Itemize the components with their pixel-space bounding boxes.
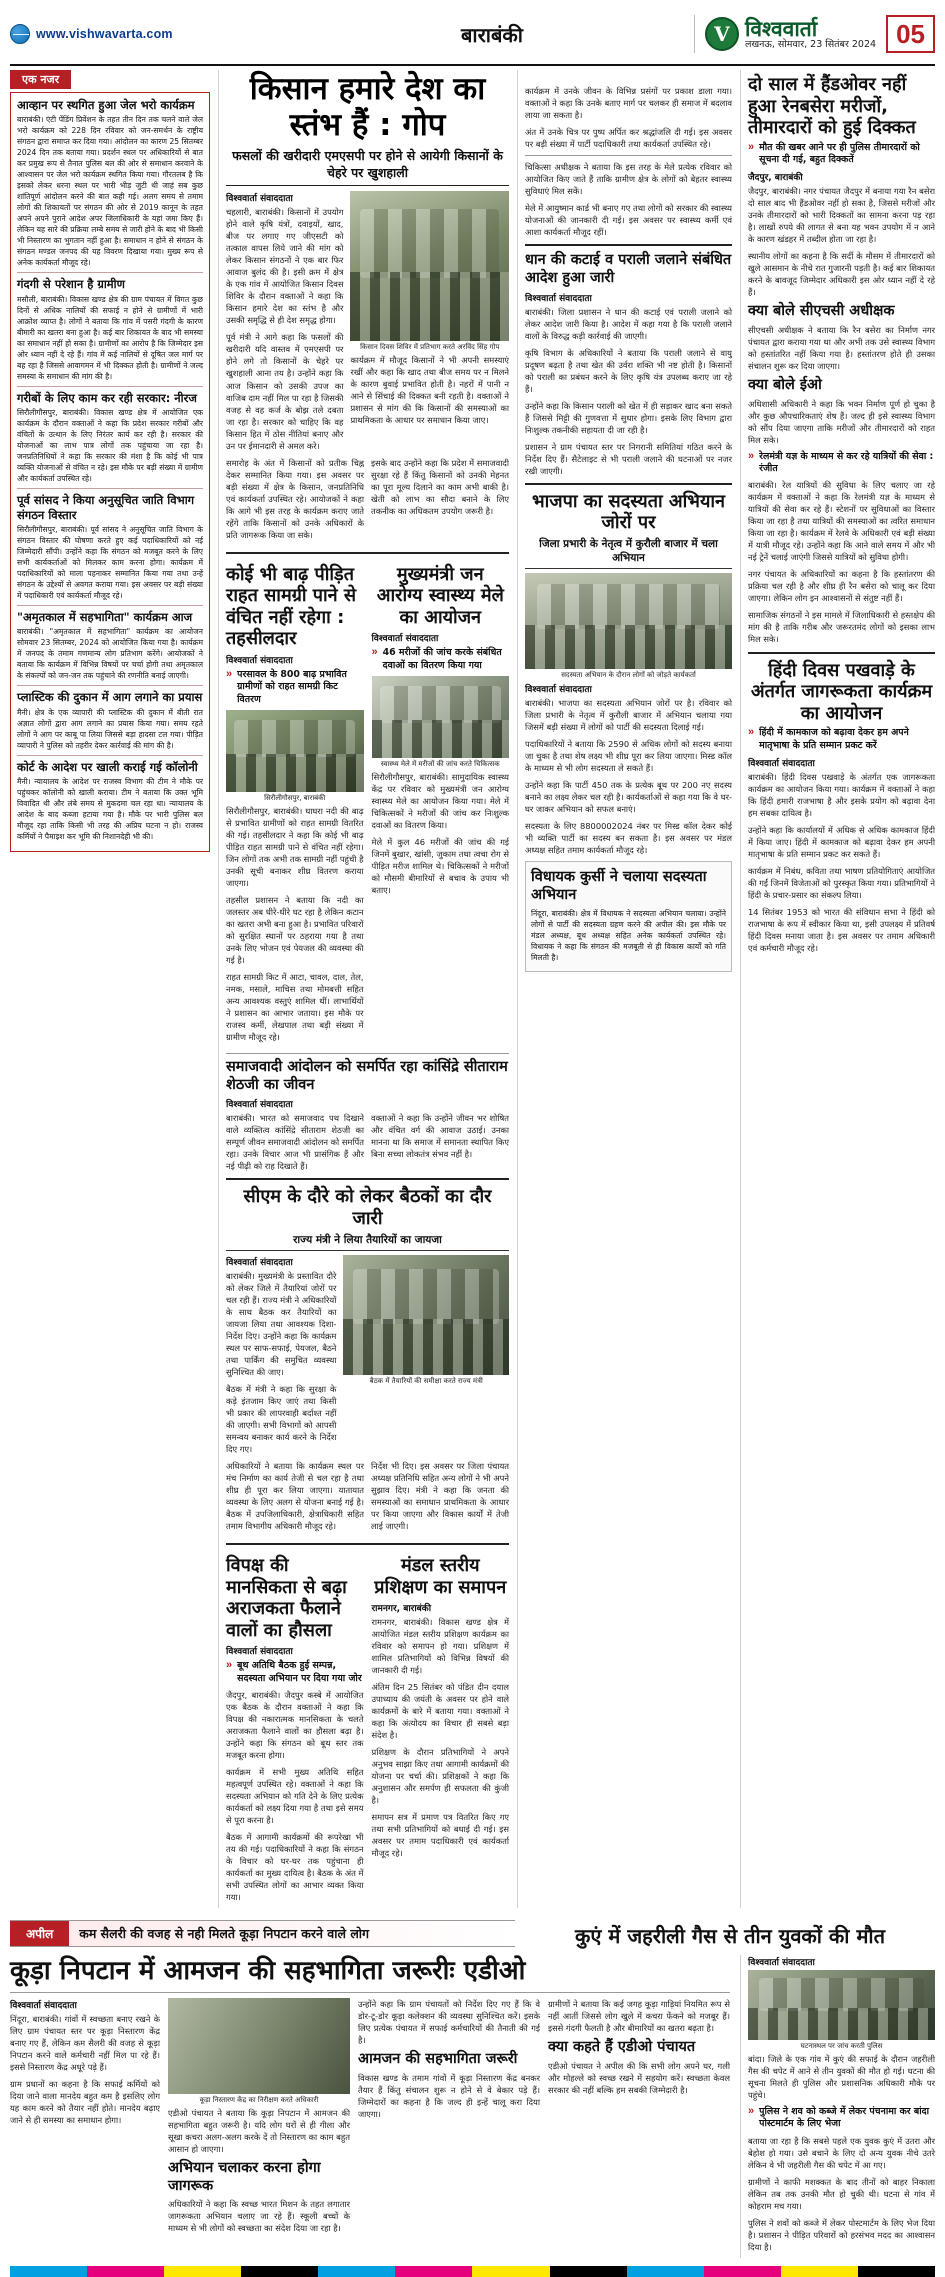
divider	[748, 652, 935, 654]
article-paragraph: बाराबंकी। भाजपा का सदस्यता अभियान जोरों पर है। रविवार को जिला प्रभारी के नेतृत्व में कुरौली बाजार में अभियान चलाया गया जिसमें बड़ी संख्या में लोगों को पार्टी की सदस्यता दिलाई गई।	[525, 697, 732, 732]
article-paragraph: पुलिस ने शवों को कब्जे में लेकर पोस्टमार्टम के लिए भेज दिया है। प्रशासन ने पीड़ित परिवारों को हरसंभव मदद का आश्वासन दिया है।	[748, 2217, 935, 2252]
color-swatch	[550, 2266, 627, 2277]
article-paragraph: कार्यक्रम में निबंध, कविता तथा भाषण प्रतियोगिताएं आयोजित की गईं जिनमें विजेताओं को पुरस्कृत किया गया। प्रतिभागियों ने हिंदी के प्रचार-प्रसार का संकल्प लिया।	[748, 865, 935, 900]
divider	[525, 483, 732, 485]
health-fair-photo	[372, 676, 510, 758]
article-paragraph: चिकित्सा अधीक्षक ने बताया कि इस तरह के मेले प्रत्येक रविवार को आयोजित किए जाते हैं ताकि ग्रामीण क्षेत्र के लोगों को बेहतर स्वास्थ्य सुविधाएं मिल सकें।	[525, 162, 732, 197]
article-paragraph: ग्रामीणों ने काफी मशक्कत के बाद तीनों को बाहर निकाला लेकिन तब तक उनकी मौत हो चुकी थी। घटना से गांव में कोहराम मच गया।	[748, 2176, 935, 2211]
article-paragraph: उन्होंने कहा कि ग्राम पंचायतों को निर्देश दिए गए हैं कि वे डोर-टू-डोर कूड़ा कलेक्शन की व्यवस्था सुनिश्चित करें। इसके लिए प्रत्येक पंचायत में सफाई कर्मचारियों की तैनाती की गई है।	[358, 1998, 540, 2046]
article-paragraph: बाराबंकी। जिला प्रशासन ने धान की कटाई एवं पराली जलाने को लेकर आदेश जारी किया है। आदेश में कहा गया है कि पराली जलाने वालों के विरुद्ध कड़ी कार्रवाई की जाएगी।	[525, 306, 732, 341]
logo-mark-icon: V	[705, 17, 739, 51]
flood-headline: कोई भी बाढ़ पीड़ित राहत सामग्री पाने से वंचित नहीं रहेगा : तहसीलदार	[226, 563, 357, 650]
column-lead	[218, 70, 509, 1908]
cm-tour-photo	[343, 1255, 509, 1375]
article-paragraph: निंदूरा, बाराबंकी। गांवों में स्वच्छता बनाए रखने के लिए ग्राम पंचायत स्तर पर कूड़ा निस्तारण केंद्र बनाए गए हैं, लेकिन कम सैलरी की वजह से कूड़ा निपटान करने वाले कर्मचारी नहीं मिल पा रहे हैं। इससे निस्तारण केंद्र अधूरे पड़े हैं।	[10, 2013, 160, 2073]
highlight-bullet	[748, 451, 935, 475]
byline: रामनगर, बाराबंकी	[371, 1604, 432, 1615]
color-swatch	[781, 2266, 858, 2277]
color-swatch	[164, 2266, 241, 2277]
article-paragraph: कार्यक्रम में सभी मुख्य अतिथि सहित महत्वपूर्ण उपस्थित रहे। वक्ताओं ने कहा कि सदस्यता अभियान को गति देने के लिए प्रत्येक कार्यकर्ता को लक्ष्य दिया गया है तथा इसे समय से पूरा करना है।	[226, 1766, 364, 1825]
color-swatch	[704, 2266, 781, 2277]
divider	[17, 685, 203, 686]
article-paragraph: प्रशासन ने ग्राम पंचायत स्तर पर निगरानी समितियां गठित करने के निर्देश दिए हैं। सैटेलाइट से भी पराली जलाने की घटनाओं पर नजर रखी जाएगी।	[525, 441, 732, 476]
divider	[226, 1178, 509, 1180]
byline: जैदपुर, बाराबंकी	[748, 173, 803, 184]
article-paragraph: बाराबंकी। मुख्यमंत्री के प्रस्तावित दौरे को लेकर जिले में तैयारियां जोरों पर चल रही हैं। राज्य मंत्री ने अधिकारियों के साथ बैठक कर तैयारियों का जायजा लिया तथा आवश्यक दिशा-निर्देश दिए। उन्होंने कहा कि कार्यक्रम स्थल पर साफ-सफाई, पेयजल, बैठने तथा पार्किंग की समुचित व्यवस्था सुनिश्चित की जाए।	[226, 1270, 337, 1377]
article-paragraph: मेले में आयुष्मान कार्ड भी बनाए गए तथा लोगों को सरकार की स्वास्थ्य योजनाओं की जानकारी दी गई। इस अवसर पर स्वास्थ्य कर्मी एवं आशा कार्यकर्ता मौजूद रहीं।	[525, 203, 732, 238]
divider	[17, 272, 203, 273]
bullet-text: रेलमंत्री यज्ञ के माध्यम से कर रहे यात्रियों की सेवा : रंजीत	[759, 450, 934, 475]
article-paragraph: विकास खण्ड के तमाम गांवों में कूड़ा निस्तारण केंद्र बनकर तैयार हैं किंतु संचालन शुरू न होने से वे बेकार पड़े हैं। जिम्मेदारों का कहना है कि जल्द ही इन्हें चालू करा दिया जाएगा।	[358, 2072, 540, 2119]
training-headline: मंडल स्तरीय प्रशिक्षण का समापन	[374, 1555, 507, 1598]
article-paragraph: इसके बाद उन्होंने कहा कि प्रदेश में समाजवादी सुरक्षा रहे हैं किंतु किसानों को उनकी मेहनत का पूरा मूल्य दिलाने का काम अभी बाकी है। खेती को लाभ का सौदा बनाने के लिए तकनीक का अधिकतम उपयोग जरूरी है।	[371, 457, 509, 516]
appeal-text: कम सैलरी की वजह से नही मिलते कूड़ा निपटान करने वाले लोग	[79, 1926, 370, 1942]
stubble-headline: धान की कटाई व पराली जलाने संबंधित आदेश हुआ जारी	[525, 252, 732, 286]
arrow-icon: »	[226, 668, 233, 681]
article-paragraph: सिरौलीगौसपुर, बाराबंकी। सामुदायिक स्वास्थ्य केंद्र पर रविवार को मुख्यमंत्री जन आरोग्य स्वास्थ्य मेले का आयोजन किया गया। मेले में चिकित्सकों ने मरीजों की जांच कर निःशुल्क दवाओं का वितरण किया।	[371, 771, 509, 830]
item-title: गरीबों के लिए काम कर रही सरकार: नीरज	[17, 390, 197, 405]
article-paragraph: कार्यक्रम में उनके जीवन के विभिन्न प्रसंगों पर प्रकाश डाला गया। वक्ताओं ने कहा कि उनके बताए मार्ग पर चलकर ही समाज में बदलाव लाया जा सकता है।	[525, 86, 732, 121]
bjp-sub-title: विधायक कुर्सी ने चलाया सदस्यता अभियान	[531, 869, 707, 903]
byline: विश्ववार्ता संवाददाता	[226, 656, 293, 667]
article-paragraph: तहसील प्रशासन ने बताया कि नदी का जलस्तर अब धीरे-धीरे घट रहा है लेकिन कटान का खतरा अभी बना हुआ है। प्रभावित परिवारों को सुरक्षित स्थानों पर ठहराया गया है तथा उनके लिए भोजन एवं पेयजल की व्यवस्था की गई है।	[226, 894, 364, 965]
article-paragraph: जैदपुर, बाराबंकी। नगर पंचायत जैदपुर में बनाया गया रैन बसेरा दो साल बाद भी हैंडओवर नहीं हो सका है, जिससे मरीजों और उनके तीमारदारों को भारी दिक्कतों का सामना करना पड़ रहा है। लाखों रुपये की लागत से बना यह भवन उपयोग में न आने के कारण खंडहर में तब्दील होता जा रहा है।	[748, 186, 935, 245]
bottom-main-article	[10, 1955, 730, 2258]
byline: विश्ववार्ता संवाददाता	[371, 634, 439, 645]
highlight-bullet	[226, 669, 364, 706]
article-paragraph: पदाधिकारियों ने बताया कि 2590 से अधिक लोगों को सदस्य बनाया जा चुका है तथा शेष लक्ष्य भी शीघ्र पूरा कर लिया जाएगा। मिस्ड कॉल के माध्यम से भी लोग सदस्यता ले सकते हैं।	[525, 738, 732, 774]
item-text: मैनी। क्षेत्र के एक व्यापारी की प्लास्टिक की दुकान में बीती रात अज्ञात लोगों द्वारा आग लगाने का प्रयास किया गया। समय रहते लोगों ने आग पर काबू पा लिया जिससे बड़ा हादसा टल गया। पीड़ित व्यापारी ने पुलिस को तहरीर देकर कार्रवाई की मांग की है।	[17, 707, 203, 750]
column-ek-nazar	[10, 70, 210, 1908]
edition-city: बाराबंकी	[461, 22, 523, 47]
list-item	[17, 493, 203, 601]
byline: विश्ववार्ता संवाददाता	[525, 684, 592, 695]
bullet-text: परसावल के 800 बाढ़ प्रभावित ग्रामीणों को राहत सामग्री किट वितरण	[237, 669, 347, 705]
hindi-pakhwara-headline: हिंदी दिवस पखवाड़े के अंतर्गत जागरूकता कार्यक्रम का आयोजन	[750, 659, 933, 724]
flood-photo	[226, 710, 364, 792]
article-paragraph: उन्होंने कहा कि किसान पराली को खेत में ही सड़ाकर खाद बना सकते हैं जिससे मिट्टी की गुणवत्ता में सुधार होगा। इसके लिए विभाग द्वारा निःशुल्क तकनीकी सहायता दी जा रही है।	[525, 400, 732, 435]
item-text: मसौली, बाराबंकी। विकास खण्ड क्षेत्र की ग्राम पंचायत में विगत कुछ दिनों से अधिक नालियों की सफाई न होने से ग्रामीणों में भारी आक्रोश व्याप्त है। लोगों ने बताया कि गांव में पसरी गंदगी के कारण बीमारी का खतरा बना हुआ है। कई बार शिकायत के बाद भी समस्या का समाधान नहीं हो सका है। ग्रामीणों का आरोप है कि जिम्मेदार इस ओर ध्यान नहीं दे रहे हैं। गांव में कई नालियों से दूषित जल मार्ग पर बह रहा है जिससे आवागमन में भी दिक्कत होती है। ग्रामीणों ने जल्द समस्या के समाधान की मांग की है।	[17, 294, 203, 381]
chc-superintendent-heading: क्या बोले सीएचसी अधीक्षक	[748, 303, 895, 320]
print-registration-colorbar	[10, 2266, 935, 2277]
list-item	[17, 760, 203, 842]
article-paragraph: सिरौलीगौसपुर, बाराबंकी। घाघरा नदी की बाढ़ से प्रभावित ग्रामीणों को राहत सामग्री वितरित की गई। तहसीलदार ने कहा कि कोई भी बाढ़ पीड़ित राहत सामग्री पाने से वंचित नहीं रहेगा। जिन लोगों तक अभी तक सामग्री नहीं पहुंची है उनकी सूची बनाकर शीघ्र वितरण कराया जाएगा।	[226, 805, 364, 888]
color-swatch	[10, 2266, 87, 2277]
article-paragraph: बाराबंकी। रेल यात्रियों की सुविधा के लिए चलाए जा रहे कार्यक्रम में वक्ताओं ने कहा कि रेलमंत्री यज्ञ के माध्यम से यात्रियों की सेवा कर रहे हैं। स्टेशनों पर सुविधाओं का विस्तार किया जा रहा है तथा यात्रियों की समस्याओं का त्वरित समाधान किया जा रहा है। कार्यक्रम में रेलवे के अधिकारी एवं बड़ी संख्या में यात्री मौजूद रहे। उन्होंने कहा कि आने वाले समय में और भी नई ट्रेनें चलाई जाएंगी जिससे यात्रियों को सुविधा होगी।	[748, 480, 935, 563]
sub-heading: क्या कहते हैं एडीओ पंचायत	[548, 2039, 696, 2056]
divider	[10, 1992, 730, 1993]
lead-photo	[350, 191, 509, 341]
article-paragraph: बैठक में मंत्री ने कहा कि सुरक्षा के कड़े इंतजाम किए जाएं तथा किसी भी प्रकार की लापरवाही बर्दाश्त नहीं की जाएगी। सभी विभागों को आपसी समन्वय बनाकर कार्य करने के निर्देश दिए गए।	[226, 1383, 337, 1454]
divider	[226, 1543, 509, 1545]
article-paragraph: सीएचसी अधीक्षक ने बताया कि रैन बसेरा का निर्माण नगर पंचायत द्वारा कराया गया था और अभी तक उसे स्वास्थ्य विभाग को हस्तांतरित नहीं किया गया है। हस्तांतरण होते ही उसका संचालन शुरू कर दिया जाएगा।	[748, 325, 935, 372]
article-paragraph: बाराबंकी। हिंदी दिवस पखवाड़े के अंतर्गत एक जागरूकता कार्यक्रम का आयोजन किया गया। कार्यक्रम में वक्ताओं ने कहा कि हिंदी हमारी राजभाषा है और इसके प्रयोग को बढ़ावा देना हम सबका दायित्व है।	[748, 771, 935, 818]
cm-tour-subhead: राज्य मंत्री ने लिया तैयारियों का जायजा	[226, 1233, 509, 1251]
bjp-sub-item	[525, 861, 732, 971]
logo-subtitle: लखनऊ, सोमवार, 23 सितंबर 2024	[744, 39, 877, 51]
eo-statement-heading: क्या बोले ईओ	[748, 377, 822, 394]
item-title: "अमृतकाल में सहभागिता" कार्यक्रम आज	[17, 609, 193, 624]
color-swatch	[627, 2266, 704, 2277]
article-paragraph: एडीओ पंचायत ने अपील की कि सभी लोग अपने घर, गली और मोहल्ले को स्वच्छ रखने में सहयोग करें। स्वच्छता केवल सरकार की नहीं बल्कि हम सबकी जिम्मेदारी है।	[548, 2060, 730, 2095]
article-paragraph: एडीओ पंचायत ने बताया कि कूड़ा निपटान में आमजन की सहभागिता बहुत जरूरी है। यदि लोग घरों से ही गीला और सूखा कचरा अलग-अलग करके दें तो निस्तारण का काम बहुत आसान हो जाएगा।	[168, 2107, 350, 2155]
article-paragraph: बताया जा रहा है कि सबसे पहले एक युवक कुएं में उतरा और बेहोश हो गया। उसे बचाने के लिए दो अन्य युवक नीचे उतरे लेकिन वे भी जहरीली गैस की चपेट में आ गए।	[748, 2135, 935, 2170]
bjp-membership-headline: भाजपा का सदस्यता अभियान जोरों पर	[531, 490, 726, 534]
color-swatch	[241, 2266, 318, 2277]
masthead-website	[10, 24, 290, 44]
arrow-icon: »	[226, 1659, 233, 1672]
article-paragraph: कृषि विभाग के अधिकारियों ने बताया कि पराली जलाने से वायु प्रदूषण बढ़ता है तथा खेत की उर्वरा शक्ति भी नष्ट होती है। किसानों को पराली का प्रबंधन करने के लिए कृषि यंत्र उपलब्ध कराए जा रहे हैं।	[525, 347, 732, 394]
sub-heading: अभियान चलाकर करना होगा जागरूक	[168, 2160, 321, 2194]
item-title: पूर्व सांसद ने किया अनुसूचित जाति विभाग संगठन विस्तार	[17, 493, 195, 522]
bjp-membership-photo	[525, 573, 732, 669]
article-paragraph: अधिकारियों ने कहा कि स्वच्छ भारत मिशन के तहत लगातार जागरूकता अभियान चलाए जा रहे हैं। स्कूली बच्चों के माध्यम से भी लोगों को स्वच्छता का संदेश दिया जा रहा है।	[168, 2199, 350, 2234]
article-paragraph: सामाजिक संगठनों ने इस मामले में जिलाधिकारी से हस्तक्षेप की मांग की है ताकि गरीब और जरूरतमंद लोगों को इसका लाभ मिल सके।	[748, 610, 935, 645]
photo-caption: कूड़ा निस्तारण केंद्र का निरीक्षण करते अधिकारी	[199, 2095, 319, 2104]
byline: विश्ववार्ता संवाददाता	[226, 1100, 293, 1111]
article-paragraph: प्रशिक्षण के दौरान प्रतिभागियों ने अपने अनुभव साझा किए तथा आगामी कार्यक्रमों की योजना पर चर्चा की। प्रशिक्षकों ने कहा कि अनुशासन और समर्पण ही सफलता की कुंजी है।	[371, 1747, 509, 1806]
well-deaths-headline: कुएं में जहरीली गैस से तीन युवकों की मौत	[575, 1924, 885, 1949]
item-title: प्लास्टिक की दुकान में आग लगाने का प्रयास	[17, 690, 203, 705]
highlight-bullet	[372, 647, 510, 671]
article-paragraph: नगर पंचायत के अधिकारियों का कहना है कि हस्तांतरण की प्रक्रिया चल रही है और शीघ्र ही रैन बसेरा को चालू कर दिया जाएगा। लेकिन लोग इन आश्वासनों से संतुष्ट नहीं हैं।	[748, 569, 935, 604]
bjp-sub-text: निंदूरा, बाराबंकी। क्षेत्र में विधायक ने सदस्यता अभियान चलाया। उन्होंने लोगों से पार्टी की सदस्यता ग्रहण करने की अपील की। इस मौके पर मंडल अध्यक्ष, बूथ अध्यक्ष सहित अनेक कार्यकर्ता उपस्थित रहे। विधायक ने कहा कि संगठन की मजबूती से ही विकास कार्यों को गति मिलती है।	[531, 908, 726, 962]
color-swatch	[858, 2266, 935, 2277]
article-paragraph: उन्होंने कहा कि कार्यालयों में अधिक से अधिक कामकाज हिंदी में किया जाए। हिंदी में कामकाज को बढ़ावा देकर हम अपनी मातृभाषा के प्रति सम्मान प्रकट कर सकते हैं।	[748, 824, 935, 859]
divider	[226, 552, 509, 554]
well-deaths-photo	[748, 1970, 935, 2040]
article-paragraph: उन्होंने कहा कि पार्टी 450 तक के प्रत्येक बूथ पर 200 नए सदस्य बनाने का लक्ष्य लेकर चल रही है। कार्यकर्ताओं से कहा गया कि वे घर-घर जाकर अभियान को सफल बनाएं।	[525, 780, 732, 815]
article-paragraph: समारोह के अंत में किसानों को प्रतीक चिह्न देकर सम्मानित किया गया। इस अवसर पर बड़ी संख्या में क्षेत्र के किसान, जनप्रतिनिधि एवं कार्यकर्ता उपस्थित रहे। आयोजकों ने कहा कि आगे भी इस तरह के कार्यक्रम कराए जाते रहेंगे ताकि किसानों को उनके अधिकारों के प्रति जागरूक किया जा सके।	[226, 457, 364, 540]
article-paragraph: समापन सत्र में प्रमाण पत्र वितरित किए गए तथा सभी प्रतिभागियों को बधाई दी गई। इस अवसर पर तमाम पदाधिकारी एवं कार्यकर्ता मौजूद रहे।	[371, 1812, 509, 1859]
list-item	[17, 98, 203, 268]
divider	[226, 1053, 509, 1054]
article-paragraph: पूर्व मंत्री ने आगे कहा कि फसलों की खरीदारी यदि वास्तव में एमएसपी पर होने लगे तो किसानों के चेहरे पर खुशहाली आना तय है। उन्होंने कहा कि आज किसान को उसकी उपज का वाजिब दाम नहीं मिल पा रहा है जिसकी वजह से वह कर्ज के बोझ तले दबता जा रहा है। सरकार को चाहिए कि वह किसान हित में ठोस नीतियां बनाए और उन पर ईमानदारी से अमल करे।	[226, 332, 344, 451]
article-paragraph: रामनगर, बाराबंकी। विकास खण्ड क्षेत्र में आयोजित मंडल स्तरीय प्रशिक्षण कार्यक्रम का रविवार को समापन हो गया। प्रशिक्षण में शामिल प्रतिभागियों को विभिन्न विषयों की जानकारी दी गई।	[371, 1617, 509, 1676]
article-paragraph: बाराबंकी। भारत को समाजवाद पथ दिखाने वाले व्यक्तित्व कांसिंद्रे सीताराम शेठजी का सम्पूर्ण जीवन समाजवादी आंदोलन को समर्पित रहा। उनके विचार आज भी प्रासंगिक हैं और नई पीढ़ी को राह दिखाते हैं।	[226, 1113, 364, 1172]
bottom-right-article	[740, 1955, 935, 2258]
photo-caption: बैठक में तैयारियों की समीक्षा करते राज्य मंत्री	[369, 1376, 483, 1385]
article-paragraph: अधिकारियों ने बताया कि कार्यक्रम स्थल पर मंच निर्माण का कार्य तेजी से चल रहा है तथा शीघ्र ही पूरा कर लिया जाएगा। यातायात व्यवस्था के लिए अलग से योजना बनाई गई है। बैठक में उपजिलाधिकारी, क्षेत्राधिकारी सहित तमाम विभागीय अधिकारी मौजूद रहे।	[226, 1460, 364, 1531]
samaj-headline: समाजवादी आंदोलन को समर्पित रहा कांसिंद्रे सीताराम शेठजी का जीवन	[226, 1059, 508, 1093]
byline: विश्ववार्ता संवाददाता	[226, 194, 293, 205]
opposition-headline: विपक्ष की मानसिकता से बढ़ा अराजकता फैलाने वालों का हौसला	[226, 1555, 347, 1641]
health-fair-headline: मुख्यमंत्री जन आरोग्य स्वास्थ्य मेले का आयोजन	[376, 563, 504, 628]
globe-icon	[10, 24, 30, 44]
bullet-text: हिंदी में कामकाज को बढ़ावा देकर हम अपने मातृभाषा के प्रति सम्मान प्रकट करें	[759, 727, 909, 751]
highlight-bullet	[748, 2106, 935, 2130]
logo-title: विश्ववार्ता	[744, 16, 818, 41]
item-title: आव्हान पर स्थगित हुआ जेल भरो कार्यक्रम	[17, 98, 195, 112]
byline: विश्ववार्ता संवाददाता	[748, 1958, 815, 1969]
article-paragraph: ग्रामीणों ने बताया कि कई जगह कूड़ा गाड़ियां नियमित रूप से नहीं आतीं जिससे लोग खुले में कचरा फेंकने को मजबूर हैं। इससे गंदगी फैलती है और बीमारियों का खतरा बढ़ता है।	[548, 1998, 730, 2033]
page-grid	[10, 70, 935, 1908]
divider	[525, 155, 732, 156]
item-text: मैनी। न्यायालय के आदेश पर राजस्व विभाग की टीम ने मौके पर पहुंचकर कॉलोनी को खाली कराया। टीम ने बताया कि उक्त भूमि विवादित थी और लंबे समय से मुकदमा चल रहा था। न्यायालय के आदेश के बाद कब्जा हटाया गया है। मौके पर भारी पुलिस बल मौजूद रहा ताकि किसी भी तरह की अप्रिय घटना न हो। राजस्व कर्मियों ने पैमाइश कर भूमि की निशानदेही भी की।	[17, 777, 203, 841]
photo-caption: सिरौलीगौसपुर, बाराबंकी	[264, 793, 326, 802]
highlight-bullet	[748, 142, 935, 166]
divider	[17, 386, 203, 387]
item-text: बाराबंकी। "अमृतकाल में सहभागिता" कार्यक्रम का आयोजन सोमवार 23 सितम्बर, 2024 को आयोजित किया गया है। कार्यक्रम में जनपद के तमाम गणमान्य लोग प्रतिभाग करेंगे। आयोजकों ने बताया कि कार्यक्रम में विभिन्न विषयों पर चर्चा होगी तथा अमृतकाल के संकल्पों को जन-जन तक पहुंचाने की रणनीति बनाई जाएगी।	[17, 627, 203, 681]
item-text: सिरौलीगौसपुर, बाराबंकी। विकास खण्ड क्षेत्र में आयोजित एक कार्यक्रम के दौरान वक्ताओं ने कहा कि प्रदेश सरकार गरीबों और वंचितों के उत्थान के लिए निरंतर कार्य कर रही है। सरकार की योजनाओं का लाभ पात्र लोगों तक पहुंचाया जा रहा है। जनप्रतिनिधियों ने कहा कि सरकार की मंशा है कि कोई भी पात्र व्यक्ति योजनाओं से वंचित न रहे। इस मौके पर बड़ी संख्या में ग्रामीण और कार्यकर्ता उपस्थित रहे।	[17, 408, 203, 484]
bjp-membership-subhead: जिला प्रभारी के नेतृत्व में कुरौली बाजार में चला अभियान	[525, 537, 732, 569]
byline: विश्ववार्ता संवाददाता	[226, 1257, 293, 1268]
newspaper-logo	[705, 17, 876, 51]
byline: विश्ववार्ता संवाददाता	[525, 293, 592, 304]
article-paragraph: अंतिम दिन 25 सितंबर को पंडित दीन दयाल उपाध्याय की जयंती के अवसर पर होने वाले कार्यक्रमों के बारे में बताया गया। वक्ताओं ने कहा कि अंत्योदय का विचार ही सबसे बड़ा संदेश है।	[371, 1682, 509, 1741]
highlight-bullet	[748, 727, 935, 751]
divider	[525, 244, 732, 246]
photo-caption: घटनास्थल पर जांच करती पुलिस	[800, 2042, 883, 2051]
article-paragraph: सदस्यता के लिए 8800002024 नंबर पर मिस्ड कॉल देकर कोई भी व्यक्ति पार्टी का सदस्य बन सकता है। इस अवसर पर मंडल अध्यक्ष सहित तमाम कार्यकर्ता मौजूद रहे।	[525, 821, 732, 856]
masthead-logo-block	[694, 15, 935, 53]
article-paragraph: जैदपुर, बाराबंकी। जैदपुर कस्बे में आयोजित एक बैठक के दौरान वक्ताओं ने कहा कि विपक्ष की नकारात्मक मानसिकता के चलते अराजकता फैलाने वालों का हौसला बढ़ा है। उन्होंने कहा कि संगठन को बूथ स्तर तक मजबूत करना होगा।	[226, 1689, 364, 1760]
article-paragraph: बांदा। जिले के एक गांव में कुएं की सफाई के दौरान जहरीली गैस की चपेट में आने से तीन युवकों की मौत हो गई। घटना की सूचना मिलते ही पुलिस और प्रशासनिक अधिकारी मौके पर पहुंचे।	[748, 2054, 935, 2101]
page-number: 05	[886, 15, 935, 53]
byline: विश्ववार्ता संवाददाता	[748, 758, 815, 769]
color-swatch	[472, 2266, 549, 2277]
bottom-headline: कूड़ा निपटान में आमजन की सहभागिता जरूरीः एडीओ	[10, 1956, 526, 1987]
arrow-icon: »	[748, 140, 755, 153]
article-paragraph: बैठक में आगामी कार्यक्रमों की रूपरेखा भी तय की गई। पदाधिकारियों ने कहा कि संगठन के विचार को घर-घर तक पहुंचाना ही कार्यकर्ता का मुख्य दायित्व है। बैठक के अंत में सभी उपस्थित लोगों का आभार व्यक्त किया गया।	[226, 1831, 364, 1903]
bullet-text: बूथ अतिथि बैठक हुई सम्पन्न, सदस्यता अभियान पर दिया गया जोर	[237, 1660, 362, 1684]
article-paragraph: कार्यक्रम में मौजूद किसानों ने भी अपनी समस्याएं रखीं और कहा कि खाद तथा बीज समय पर न मिलने के कारण बुवाई प्रभावित होती है। नहरों में पानी न आने से सिंचाई की दिक्कत बनी रहती है। वक्ताओं ने प्रशासन से मांग की कि किसानों की समस्याओं का प्राथमिकता के आधार पर समाधान किया जाए।	[350, 355, 509, 426]
bullet-text: मौत की खबर आने पर ही पुलिस तीमारदारों को सूचना दी गई, बहुत दिक्कतें	[759, 141, 920, 165]
color-swatch	[395, 2266, 472, 2277]
bullet-text: पुलिस ने शव को कब्जे में लेकर पंचनामा कर बांदा पोस्टमार्टम के लिए भेजा	[759, 2106, 930, 2130]
list-item	[17, 610, 203, 681]
arrow-icon: »	[748, 2105, 755, 2118]
item-text: बाराबंकी। एंटी पेंडिंग प्रिवेंशन के तहत तीन दिन तक चलने वाले जेल भरो कार्यक्रम को 228 दिन रविवार को जन-समर्थन के राष्ट्रीय संगठन द्वारा समाप्त कर दिया गया। आंदोलन का कारण 25 सितम्बर 2024 दिन तक बताया गया। प्रदर्शन स्थल पर अधिकारियों से बात कर प्रमुख रूप से तैनात पुलिस बल की ओर से समाधान करवाने के आश्वासन पर जेल भरो कार्यक्रम स्थगित किया गया। गौरतलब है कि इसको लेकर धरना स्थल पर भारी भीड़ जुटी थी जाहं सब कुछ शांतिपूर्ण आंदोलन करने की बात कही गई। अलग समय से तमाम लोगों की शिकायतों पर संगठन की ओर से 2019 कानून के तहत अपने अपने पुराने आदेश अपर जिलाधिकारी के यहां जमा किए हैं। लेकिन यह सारे की प्रक्रिया लम्बे समय से जारी होने के बाद भी किसी भी निस्तारण का भुगतान नहीं हुआ है। समाधान न होने से संगठन के संगठन मण्डल जनपद की यह विवरण दिखाया गया। मुख्य रूप से अनेक कार्यकर्ता मौजूद रहे।	[17, 115, 203, 268]
appeal-tag: अपील	[10, 1921, 69, 1946]
item-text: सिरौलीगौसपुर, बाराबंकी। पूर्व सांसद ने अनुसूचित जाति विभाग के संगठन विस्तार की घोषणा करते हुए कई पदाधिकारियों को नई जिम्मेदारी सौंपी। उन्होंने कहा कि संगठन को मजबूत करने के लिए सभी कार्यकर्ताओं को मिलकर काम करना होगा। कार्यक्रम में पदाधिकारियों को माला पहनाकर सम्मानित किया गया तथा उन्हें संगठन के उद्देश्यों से अवगत कराया गया। इस अवसर पर बड़ी संख्या में पदाधिकारी एवं कार्यकर्ता मौजूद रहे।	[17, 524, 203, 600]
photo-caption: सदस्यता अभियान के दौरान लोगों को जोड़ते कार्यकर्ता	[561, 670, 696, 679]
article-paragraph: 14 सितंबर 1953 को भारत की संविधान सभा ने हिंदी को राजभाषा के रूप में स्वीकार किया था, इसी उपलक्ष्य में प्रतिवर्ष हिंदी दिवस मनाया जाता है। इस अवसर पर तमाम अधिकारी एवं कर्मचारी मौजूद रहे।	[748, 906, 935, 953]
item-title: कोर्ट के आदेश पर खाली कराई गई कॉलोनी	[17, 759, 198, 774]
masthead	[10, 8, 935, 66]
article-paragraph: चहलारी, बाराबंकी। किसानों में उपयोग होने वाले कृषि यंत्रों, दवाइयों, खाद, बीज पर लगाए गए जीएसटी को तत्काल वापस लिये जाने की मांग को लेकर किसान संगठनों ने एक बार फिर आवाज बुलंद की है। इसी क्रम में क्षेत्र के एक गांव में आयोजित किसान दिवस शिविर के दौरान वक्ताओं ने कहा कि किसान हमारे देश का स्तंभ है और उसकी समृद्धि से ही देश समृद्ध होगा।	[226, 207, 344, 326]
arrow-icon: »	[748, 449, 755, 462]
article-paragraph: वक्ताओं ने कहा कि उन्होंने जीवन भर शोषित और वंचित वर्ग की आवाज उठाई। उनका मानना था कि समाज में समानता स्थापित किए बिना सच्चा लोकतंत्र संभव नहीं है।	[371, 1113, 509, 1160]
divider	[17, 605, 203, 606]
color-swatch	[87, 2266, 164, 2277]
byline: विश्ववार्ता संवाददाता	[226, 1647, 293, 1658]
list-item	[17, 391, 203, 484]
article-paragraph: ग्राम प्रधानों का कहना है कि सफाई कर्मियों को दिया जाने वाला मानदेय बहुत कम है इसलिए लोग यह काम करने को तैयार नहीं होते। मानदेय बढ़ाए जाने से ही समस्या का समाधान होगा।	[10, 2079, 160, 2126]
photo-caption: किसान दिवस शिविर में प्रतिभाग करते अरविंद सिंह गोप	[360, 343, 500, 352]
sub-heading: आमजन की सहभागिता जरूरी	[358, 2051, 518, 2068]
waste-center-photo	[168, 1998, 350, 2094]
lead-subhead: फसलों की खरीदारी एमएसपी पर होने से आयेगी किसानों के चेहरे पर खुशहाली	[226, 147, 509, 186]
arrow-icon: »	[748, 726, 755, 739]
article-paragraph: अंत में उनके चित्र पर पुष्प अर्पित कर श्रद्धांजलि दी गई। इस अवसर पर बड़ी संख्या में पार्टी पदाधिकारी तथा कार्यकर्ता उपस्थित रहे।	[525, 127, 732, 150]
byline: विश्ववार्ता संवाददाता	[10, 2000, 77, 2011]
article-paragraph: राहत सामग्री किट में आटा, चावल, दाल, तेल, नमक, मसाले, माचिस तथा मोमबत्ती सहित अन्य आवश्यक वस्तुएं शामिल थीं। लाभार्थियों ने प्रशासन का आभार जताया। इस मौके पर राजस्व कर्मी, लेखपाल तथा बड़ी संख्या में ग्रामीण मौजूद रहे।	[226, 971, 364, 1043]
lead-headline: किसान हमारे देश का स्तंभ हैं : गोप	[249, 71, 486, 143]
article-paragraph: निर्देश भी दिए। इस अवसर पर जिला पंचायत अध्यक्ष प्रतिनिधि सहित अन्य लोगों ने भी अपने सुझाव दिए। मंत्री ने कहा कि जनता की समस्याओं का समाधान प्राथमिकता के आधार पर किया जाएगा और विकास कार्यों में तेजी लाई जाएगी।	[371, 1460, 509, 1531]
ek-nazar-box	[10, 92, 210, 852]
appeal-strip	[10, 1920, 515, 1947]
cm-tour-headline: सीएम के दौरे को लेकर बैठकों का दौर जारी	[243, 1186, 492, 1230]
column-four	[740, 70, 935, 1908]
website-url[interactable]: www.vishwavarta.com	[36, 27, 173, 41]
item-title: गंदगी से परेशान है ग्रामीण	[17, 277, 125, 292]
arrow-icon: »	[371, 646, 378, 659]
divider	[17, 755, 203, 756]
article-paragraph: अधिशासी अधिकारी ने कहा कि भवन निर्माण पूर्ण हो चुका है और कुछ औपचारिकताएं शेष हैं। जल्द ही इसे स्वास्थ्य विभाग को सौंप दिया जाएगा ताकि मरीजों और तीमारदारों को राहत मिल सके।	[748, 398, 935, 445]
photo-caption: स्वास्थ्य मेले में मरीजों की जांच करते चिकित्सक	[380, 759, 500, 768]
list-item	[17, 277, 203, 381]
column-three	[517, 70, 732, 1908]
color-swatch	[318, 2266, 395, 2277]
article-paragraph: स्थानीय लोगों का कहना है कि सर्दी के मौसम में तीमारदारों को खुले आसमान के नीचे रात गुजारनी पड़ती है। कई बार शिकायत करने के बावजूद जिम्मेदार अधिकारी इस ओर ध्यान नहीं दे रहे हैं।	[748, 251, 935, 298]
list-item	[17, 690, 203, 750]
highlight-bullet	[226, 1660, 364, 1684]
article-paragraph: मेले में कुल 46 मरीजों की जांच की गई जिनमें बुखार, खांसी, जुकाम तथा त्वचा रोग से पीड़ित मरीज शामिल थे। चिकित्सकों ने मरीजों को मौसमी बीमारियों से बचाव के उपाय भी बताए।	[371, 837, 509, 896]
rainbasera-headline: दो साल में हैंडओवर नहीं हुआ रेनबसेरा मरीजों, तीमारदारों को हुई दिक्कत	[748, 74, 916, 139]
bullet-text: 46 मरीजों की जांच करके संबंधित दवाओं का वितरण किया गया	[382, 647, 502, 671]
ek-nazar-tag: एक नजर	[10, 70, 71, 89]
divider	[17, 488, 203, 489]
